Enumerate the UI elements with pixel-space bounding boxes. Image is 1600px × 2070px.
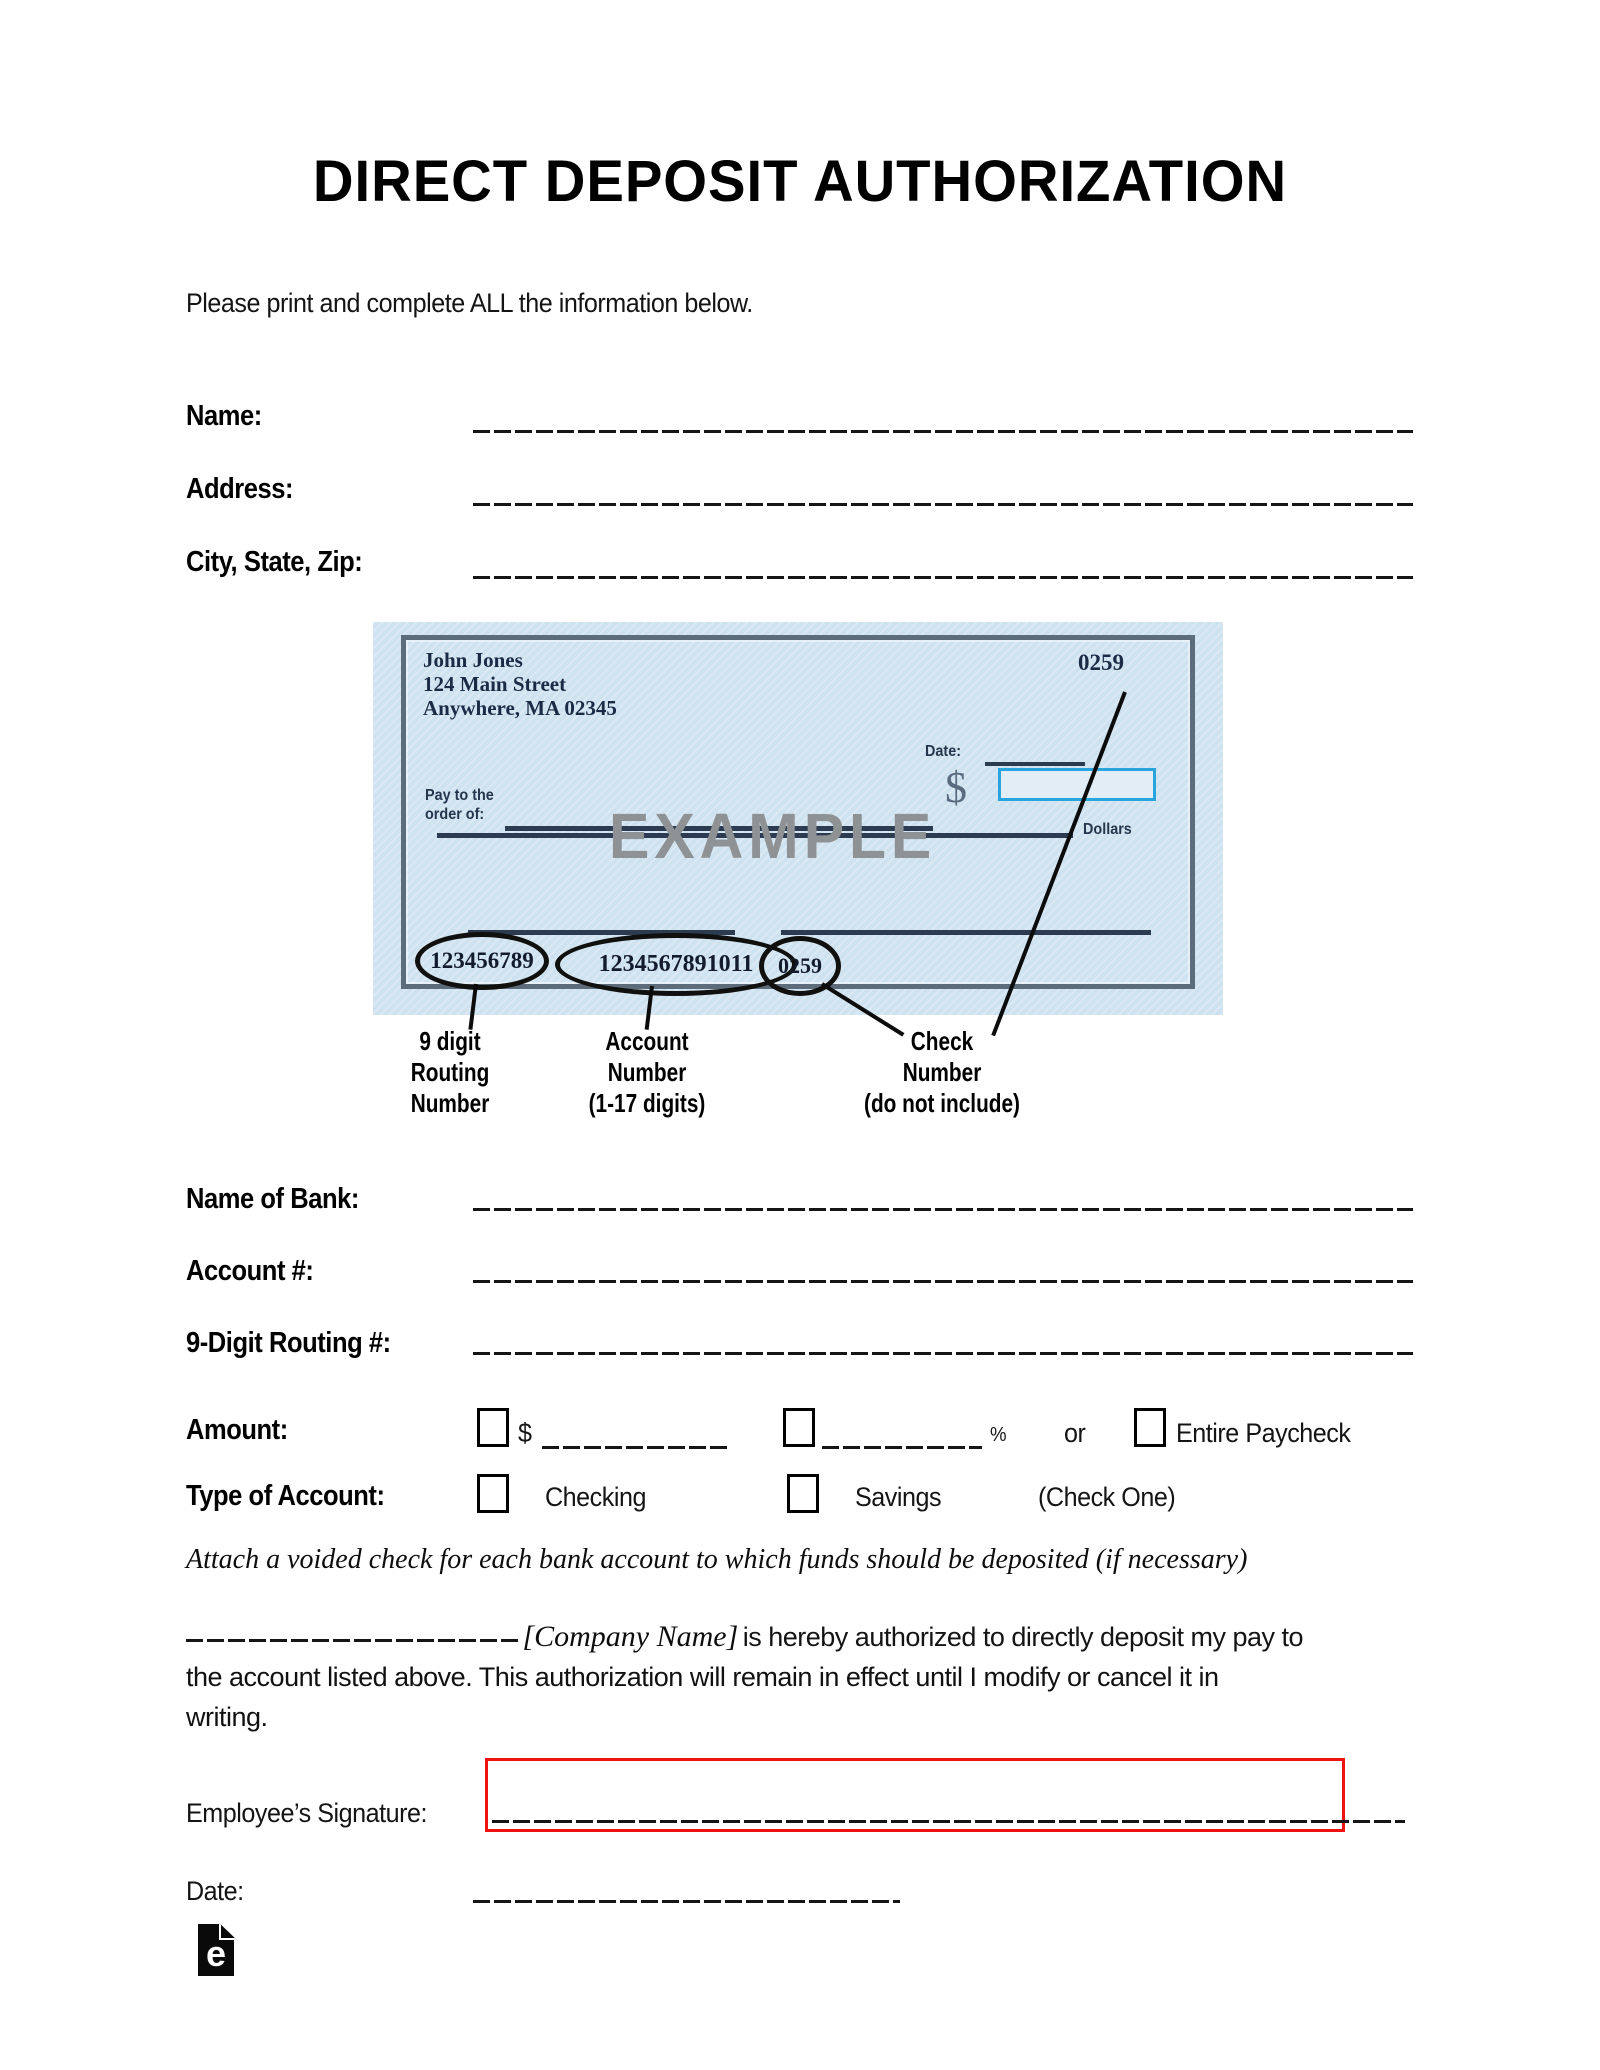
routing-callout-line1: 9 digit [419, 1026, 481, 1056]
check-payer-address2: Anywhere, MA 02345 [423, 696, 617, 720]
bank-name-field-line[interactable] [473, 1208, 1413, 1211]
routing-number-field-line[interactable] [473, 1352, 1413, 1355]
address-field-line[interactable] [473, 503, 1413, 506]
account-number-field-label: Account #: [186, 1255, 314, 1287]
account-callout-line3: (1-17 digits) [588, 1088, 706, 1118]
check-number-top: 0259 [1078, 650, 1124, 675]
company-name-placeholder: [Company Name] [522, 1620, 739, 1653]
check-payer-block [423, 648, 617, 720]
date-field-line[interactable] [473, 1900, 900, 1903]
amount-dollar-checkbox[interactable] [477, 1408, 509, 1447]
amount-percent-blank[interactable] [822, 1446, 982, 1449]
account-number-oval: 1234567891011 [555, 933, 797, 996]
account-type-field-label: Type of Account: [186, 1480, 385, 1512]
check-dollar-sign: $ [945, 763, 967, 812]
routing-number-callout [390, 1026, 510, 1119]
check-payto-label-1: Pay to the [425, 787, 494, 804]
checking-checkbox[interactable] [477, 1474, 509, 1513]
employee-signature-line[interactable] [492, 1820, 1405, 1823]
attach-voided-check-note: Attach a voided check for each bank account to which funds should be deposited (if necessary) [186, 1544, 1248, 1575]
date-field-label: Date: [186, 1876, 244, 1906]
check-payto-label-2: order of: [425, 806, 485, 823]
amount-or-text: or [1064, 1418, 1086, 1448]
amount-field-label: Amount: [186, 1414, 288, 1446]
voided-check-example-image [373, 622, 1223, 1015]
savings-checkbox[interactable] [787, 1474, 819, 1513]
name-field-line[interactable] [473, 430, 1413, 433]
check-dollars-label: Dollars [1083, 821, 1132, 838]
check-callout-line1: Check [910, 1026, 974, 1056]
company-name-blank[interactable] [186, 1639, 518, 1642]
authorization-line-2: the account listed above. This authorization will remain in effect until I modify or cancel it in [186, 1662, 1219, 1692]
amount-entire-paycheck-label: Entire Paycheck [1176, 1418, 1351, 1448]
check-date-label: Date: [925, 743, 962, 760]
name-field-label: Name: [186, 400, 262, 432]
bank-name-field-label: Name of Bank: [186, 1183, 359, 1215]
check-micr-line-right [781, 930, 1151, 935]
account-callout-line2: Number [607, 1057, 687, 1087]
routing-callout-line3: Number [410, 1088, 490, 1118]
intro-instruction: Please print and complete ALL the information below. [186, 288, 753, 318]
eforms-logo-letter: e [205, 1933, 227, 1974]
address-field-label: Address: [186, 473, 294, 505]
amount-entire-paycheck-checkbox[interactable] [1134, 1408, 1166, 1447]
check-number-callout [854, 1026, 1030, 1119]
amount-dollar-prefix: $ [518, 1418, 532, 1448]
city-state-zip-field-label: City, State, Zip: [186, 546, 363, 578]
check-callout-line2: Number [902, 1057, 982, 1087]
page-title: DIRECT DEPOSIT AUTHORIZATION [312, 149, 1288, 214]
account-number-callout [571, 1026, 723, 1119]
check-payer-address1: 124 Main Street [423, 672, 567, 696]
city-state-zip-field-line[interactable] [473, 576, 1413, 579]
checking-label: Checking [545, 1482, 646, 1512]
employee-signature-label: Employee’s Signature: [186, 1798, 428, 1828]
authorization-line-1 [186, 1620, 1303, 1654]
routing-number-oval: 123456789 [415, 932, 549, 990]
account-number-field-line[interactable] [473, 1280, 1413, 1283]
check-one-hint: (Check One) [1038, 1482, 1176, 1512]
check-date-line [985, 762, 1085, 766]
routing-callout-line2: Routing [410, 1057, 490, 1087]
amount-percent-suffix: % [990, 1424, 1007, 1446]
example-watermark: EXAMPLE [608, 800, 937, 872]
amount-dollar-blank[interactable] [542, 1446, 730, 1449]
authorization-text-1: is hereby authorized to directly deposit my pay to [742, 1622, 1304, 1652]
check-number-oval: 0259 [759, 936, 841, 996]
authorization-line-3: writing. [186, 1702, 268, 1732]
amount-percent-checkbox[interactable] [783, 1408, 815, 1447]
account-callout-line1: Account [605, 1026, 689, 1056]
check-payer-name: John Jones [423, 648, 523, 672]
check-amount-box [998, 768, 1156, 801]
check-callout-line3: (do not include) [864, 1088, 1020, 1118]
routing-number-field-label: 9-Digit Routing #: [186, 1327, 391, 1359]
savings-label: Savings [855, 1482, 942, 1512]
